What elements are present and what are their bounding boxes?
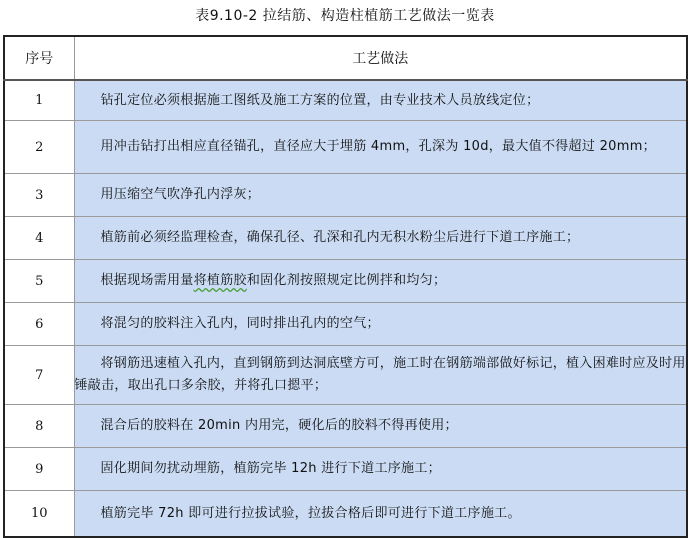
row-text: 植筋前必须经监理检查，确保孔径、孔深和孔内无积水粉尘后进行下道工序施工； [74, 217, 687, 260]
row-text-part: 根据现场需用量 [100, 273, 194, 288]
row-number: 3 [4, 174, 74, 217]
table-row [4, 80, 687, 121]
row-number: 2 [4, 121, 74, 174]
table-row [4, 217, 687, 260]
table-row [4, 174, 687, 217]
table-row [4, 346, 687, 405]
row-text: 植筋完毕 72h 即可进行拉拔试验，拉拔合格后即可进行下道工序施工。 [74, 491, 687, 538]
row-text: 固化期间勿扰动埋筋，植筋完毕 12h 进行下道工序施工； [74, 448, 687, 491]
row-text: 将钢筋迅速植入孔内，直到钢筋到达洞底壁方可，施工时在钢筋端部做好标记，植入困难时应及时用锤敲击，取出孔口多余胶，并将孔口摁平； [74, 346, 687, 405]
table-row [4, 491, 687, 538]
table-row [4, 121, 687, 174]
row-number: 9 [4, 448, 74, 491]
spellcheck-marked-text: 将植筋胶 [193, 273, 247, 288]
header-method: 工艺做法 [74, 36, 687, 80]
table-row [4, 405, 687, 448]
row-number: 8 [4, 405, 74, 448]
row-text: 用冲击钻打出相应直径锚孔，直径应大于埋筋 4mm，孔深为 10d，最大值不得超过 20mm； [74, 121, 687, 174]
table-row [4, 260, 687, 303]
row-number: 5 [4, 260, 74, 303]
table-header-row [4, 36, 687, 80]
table-caption: 表9.10-2 拉结筋、构造柱植筋工艺做法一览表 [195, 8, 495, 24]
process-table [3, 35, 688, 538]
row-text-part: 和固化剂按照规定比例拌和均匀； [246, 273, 447, 288]
row-text: 混合后的胶料在 20min 内用完，硬化后的胶料不得再使用； [74, 405, 687, 448]
table-row [4, 303, 687, 346]
row-number: 7 [4, 346, 74, 405]
header-no: 序号 [4, 36, 74, 80]
row-text: 用压缩空气吹净孔内浮灰； [74, 174, 687, 217]
row-number: 6 [4, 303, 74, 346]
row-number: 1 [4, 80, 74, 121]
table-row [4, 448, 687, 491]
row-number: 4 [4, 217, 74, 260]
row-number: 10 [4, 491, 74, 538]
row-text: 将混匀的胶料注入孔内，同时排出孔内的空气； [74, 303, 687, 346]
row-text: 钻孔定位必须根据施工图纸及施工方案的位置，由专业技术人员放线定位； [74, 80, 687, 121]
row-text [74, 260, 687, 303]
